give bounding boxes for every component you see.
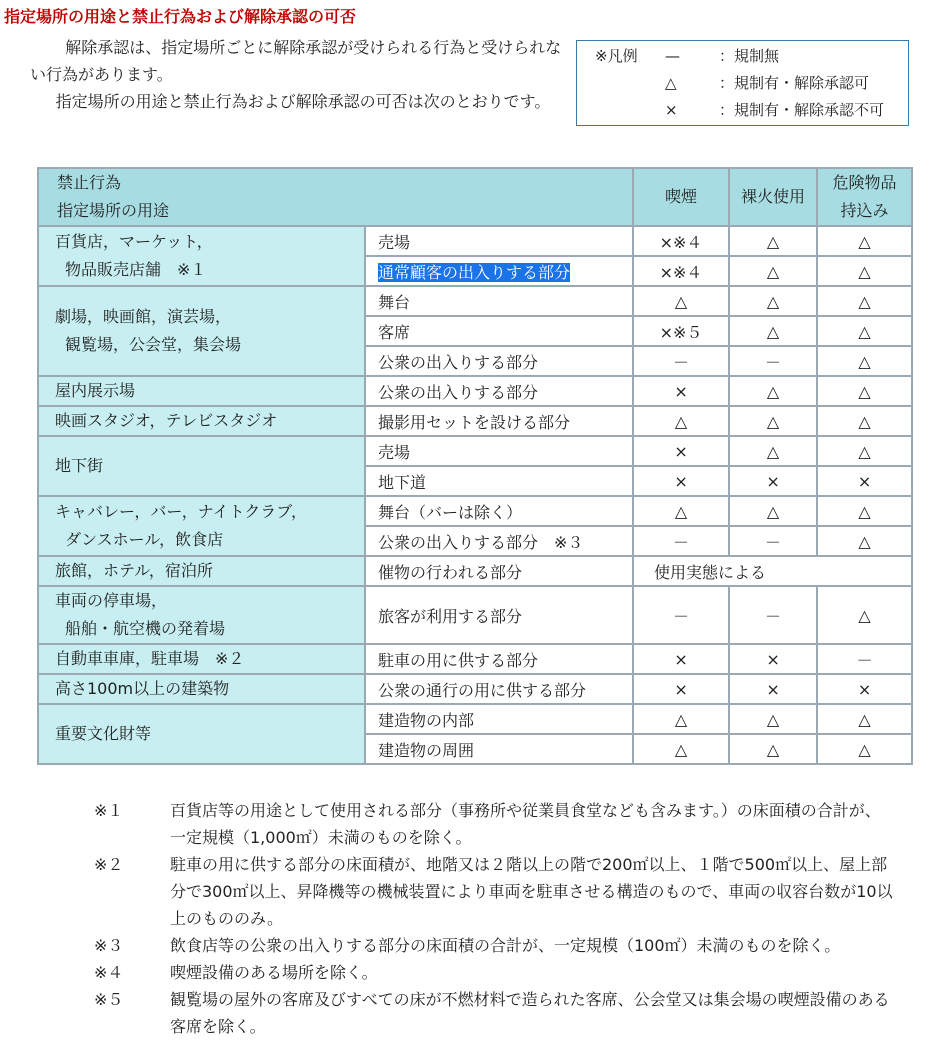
smoking-status-cell: －: [633, 346, 729, 376]
open-flame-status-cell: △: [729, 286, 817, 316]
table-row: [38, 286, 912, 316]
area-label: 公衆の出入りする部分: [378, 352, 539, 372]
use-category-line: 映画スタジオ，テレビスタジオ: [55, 411, 278, 430]
note-mark: ※５: [94, 990, 124, 1009]
note-item: [94, 959, 894, 986]
open-flame-status-cell: △: [729, 734, 817, 764]
note-item: [94, 932, 894, 959]
open-flame-status-cell: △: [729, 406, 817, 436]
legend-symbol: △: [665, 74, 677, 92]
smoking-status-cell: ×: [633, 466, 729, 496]
header-hazardous: [817, 168, 912, 226]
area-cell: [365, 704, 633, 734]
smoking-status-cell: ×※４: [633, 226, 729, 256]
note-text: 観覧場の屋外の客席及びすべての床が不燃材料で造られた客席、公会堂又は集会場の喫煙設備のある客席を除く。: [170, 990, 890, 1036]
hazardous-status-cell: △: [817, 376, 912, 406]
hazardous-status-cell: △: [817, 316, 912, 346]
smoking-status-cell: ×: [633, 436, 729, 466]
use-category-line: 物品販売店舗 ※１: [65, 260, 207, 279]
smoking-status-cell: －: [633, 526, 729, 556]
use-category-cell: [38, 556, 365, 586]
use-category-line: 船舶・航空機の発着場: [65, 619, 226, 638]
table-row: [38, 556, 912, 586]
legend-box: [576, 40, 909, 126]
legend-text: ：規制有・解除承認不可: [719, 101, 885, 119]
table-row: [38, 674, 912, 704]
use-category-cell: [38, 286, 365, 376]
header-hazardous-line1: 危険物品: [832, 173, 897, 192]
area-label: 舞台（バーは除く）: [378, 502, 523, 522]
use-category-line: 自動車車庫，駐車場 ※２: [55, 649, 245, 668]
legend-mark: [595, 70, 645, 97]
note-item: [94, 797, 894, 851]
header-open-flame: 裸火使用: [729, 168, 817, 226]
hazardous-status-cell: △: [817, 586, 912, 644]
smoking-status-cell: －: [633, 586, 729, 644]
area-cell: [365, 586, 633, 644]
hazardous-status-cell: △: [817, 496, 912, 526]
area-label: 建造物の周囲: [378, 740, 475, 760]
table-row: [38, 586, 912, 644]
legend-row: [595, 97, 908, 124]
use-category-line: 高さ100m以上の建築物: [55, 679, 230, 698]
note-text: 駐車の用に供する部分の床面積が、地階又は２階以上の階で200㎡以上、１階で500㎡以上、屋上部分で300㎡以上、昇降機等の機械装置により車両を駐車させる構造のもので、車両の収容台数が10以上のもののみ。: [170, 855, 893, 928]
smoking-status-cell: ×※５: [633, 316, 729, 346]
area-label: 公衆の出入りする部分: [378, 382, 539, 402]
smoking-status-cell: ×: [633, 376, 729, 406]
regulation-table: [37, 167, 913, 765]
table-row: [38, 406, 912, 436]
use-category-line: 劇場，映画館，演芸場，: [55, 307, 232, 326]
legend-text: ：規制有・解除承認可: [719, 74, 870, 92]
smoking-status-cell: △: [633, 704, 729, 734]
table-row: [38, 496, 912, 526]
merged-status-cell: 使用実態による: [633, 556, 912, 586]
open-flame-status-cell: △: [729, 436, 817, 466]
note-mark: ※４: [94, 963, 124, 982]
intro-paragraph-2: 指定場所の用途と禁止行為および解除承認の可否は次のとおりです。: [55, 92, 551, 111]
use-category-cell: [38, 644, 365, 674]
use-category-line: 観覧場，公会堂，集会場: [65, 335, 242, 354]
header-corner: [38, 168, 633, 226]
area-cell: [365, 436, 633, 466]
area-label: 舞台: [378, 292, 411, 312]
smoking-status-cell: △: [633, 734, 729, 764]
header-use-label: 指定場所の用途: [57, 201, 170, 220]
smoking-status-cell: ×: [633, 644, 729, 674]
area-cell: [365, 316, 633, 346]
use-category-cell: [38, 436, 365, 496]
area-label: 通常顧客の出入りする部分: [378, 262, 571, 282]
use-category-cell: [38, 704, 365, 764]
note-item: [94, 851, 894, 932]
use-category-cell: [38, 586, 365, 644]
header-hazardous-line2: 持込み: [840, 201, 889, 220]
area-cell: [365, 734, 633, 764]
smoking-status-cell: △: [633, 286, 729, 316]
intro-paragraph-1: 解除承認は、指定場所ごとに解除承認が受けられる行為と受けられない行為があります。: [30, 38, 562, 84]
open-flame-status-cell: △: [729, 376, 817, 406]
use-category-line: 重要文化財等: [55, 724, 152, 743]
note-item: [94, 986, 894, 1040]
legend-row: [595, 43, 908, 70]
area-label: 駐車の用に供する部分: [378, 650, 539, 670]
note-mark: ※１: [94, 801, 124, 820]
open-flame-status-cell: －: [729, 526, 817, 556]
hazardous-status-cell: ×: [817, 674, 912, 704]
area-label: 売場: [378, 232, 411, 252]
area-cell: [365, 286, 633, 316]
area-label: 建造物の内部: [378, 710, 475, 730]
table-row: [38, 644, 912, 674]
area-cell: [365, 526, 633, 556]
table-row: [38, 436, 912, 466]
open-flame-status-cell: ×: [729, 674, 817, 704]
hazardous-status-cell: △: [817, 704, 912, 734]
smoking-status-cell: ×: [633, 674, 729, 704]
note-text: 百貨店等の用途として使用される部分（事務所や従業員食堂なども含みます。）の床面積の合計が、一定規模（1,000㎡）未満のものを除く。: [170, 801, 881, 847]
area-cell: [365, 406, 633, 436]
table-header-row: [38, 168, 912, 226]
area-label: 催物の行われる部分: [378, 562, 523, 582]
area-cell: [365, 256, 633, 286]
legend-mark: [595, 97, 645, 124]
legend-symbol: —: [665, 47, 680, 65]
smoking-status-cell: ×※４: [633, 256, 729, 286]
area-label: 客席: [378, 322, 411, 342]
area-cell: [365, 496, 633, 526]
open-flame-status-cell: ×: [729, 644, 817, 674]
use-category-cell: [38, 674, 365, 704]
hazardous-status-cell: ×: [817, 466, 912, 496]
open-flame-status-cell: △: [729, 226, 817, 256]
open-flame-status-cell: －: [729, 346, 817, 376]
use-category-line: 地下街: [55, 456, 104, 475]
table-row: [38, 704, 912, 734]
note-text: 飲食店等の公衆の出入りする部分の床面積の合計が、一定規模（100㎡）未満のものを除く。: [170, 936, 841, 955]
hazardous-status-cell: △: [817, 286, 912, 316]
hazardous-status-cell: △: [817, 734, 912, 764]
hazardous-status-cell: △: [817, 436, 912, 466]
legend-mark: ※凡例: [595, 47, 638, 65]
table-row: [38, 226, 912, 256]
note-text: 喫煙設備のある場所を除く。: [170, 963, 378, 982]
use-category-line: 百貨店，マーケット，: [55, 232, 213, 251]
use-category-line: 車両の停車場，: [55, 591, 168, 610]
header-action-label: 禁止行為: [57, 173, 122, 192]
smoking-status-cell: △: [633, 406, 729, 436]
open-flame-status-cell: △: [729, 704, 817, 734]
area-label: 公衆の出入りする部分 ※３: [378, 532, 584, 552]
hazardous-status-cell: △: [817, 346, 912, 376]
header-smoking: 喫煙: [633, 168, 729, 226]
area-label: 売場: [378, 442, 411, 462]
area-label: 地下道: [378, 472, 427, 492]
open-flame-status-cell: △: [729, 496, 817, 526]
open-flame-status-cell: －: [729, 586, 817, 644]
area-cell: [365, 226, 633, 256]
use-category-line: キャバレー，バー，ナイトクラブ，: [55, 502, 308, 521]
use-category-line: 屋内展示場: [55, 381, 136, 400]
legend-row: [595, 70, 908, 97]
area-cell: [365, 346, 633, 376]
legend-text: ：規制無: [719, 47, 780, 65]
intro-text: [30, 34, 570, 115]
use-category-cell: [38, 406, 365, 436]
page-title: 指定場所の用途と禁止行為および解除承認の可否: [4, 7, 357, 26]
area-cell: [365, 556, 633, 586]
area-label: 撮影用セットを設ける部分: [378, 412, 571, 432]
hazardous-status-cell: △: [817, 526, 912, 556]
hazardous-status-cell: －: [817, 644, 912, 674]
use-category-cell: [38, 226, 365, 286]
table-row: [38, 376, 912, 406]
hazardous-status-cell: △: [817, 256, 912, 286]
note-mark: ※３: [94, 936, 124, 955]
area-label: 旅客が利用する部分: [378, 606, 523, 626]
area-cell: [365, 376, 633, 406]
use-category-cell: [38, 376, 365, 406]
smoking-status-cell: △: [633, 496, 729, 526]
hazardous-status-cell: △: [817, 406, 912, 436]
hazardous-status-cell: △: [817, 226, 912, 256]
area-cell: [365, 674, 633, 704]
use-category-line: 旅館，ホテル，宿泊所: [55, 561, 213, 580]
note-mark: ※２: [94, 855, 124, 874]
open-flame-status-cell: ×: [729, 466, 817, 496]
notes-section: [94, 797, 894, 1040]
use-category-cell: [38, 496, 365, 556]
area-cell: [365, 644, 633, 674]
area-label: 公衆の通行の用に供する部分: [378, 680, 587, 700]
area-cell: [365, 466, 633, 496]
use-category-line: ダンスホール，飲食店: [65, 530, 224, 549]
open-flame-status-cell: △: [729, 316, 817, 346]
open-flame-status-cell: △: [729, 256, 817, 286]
legend-symbol: ×: [665, 101, 678, 119]
